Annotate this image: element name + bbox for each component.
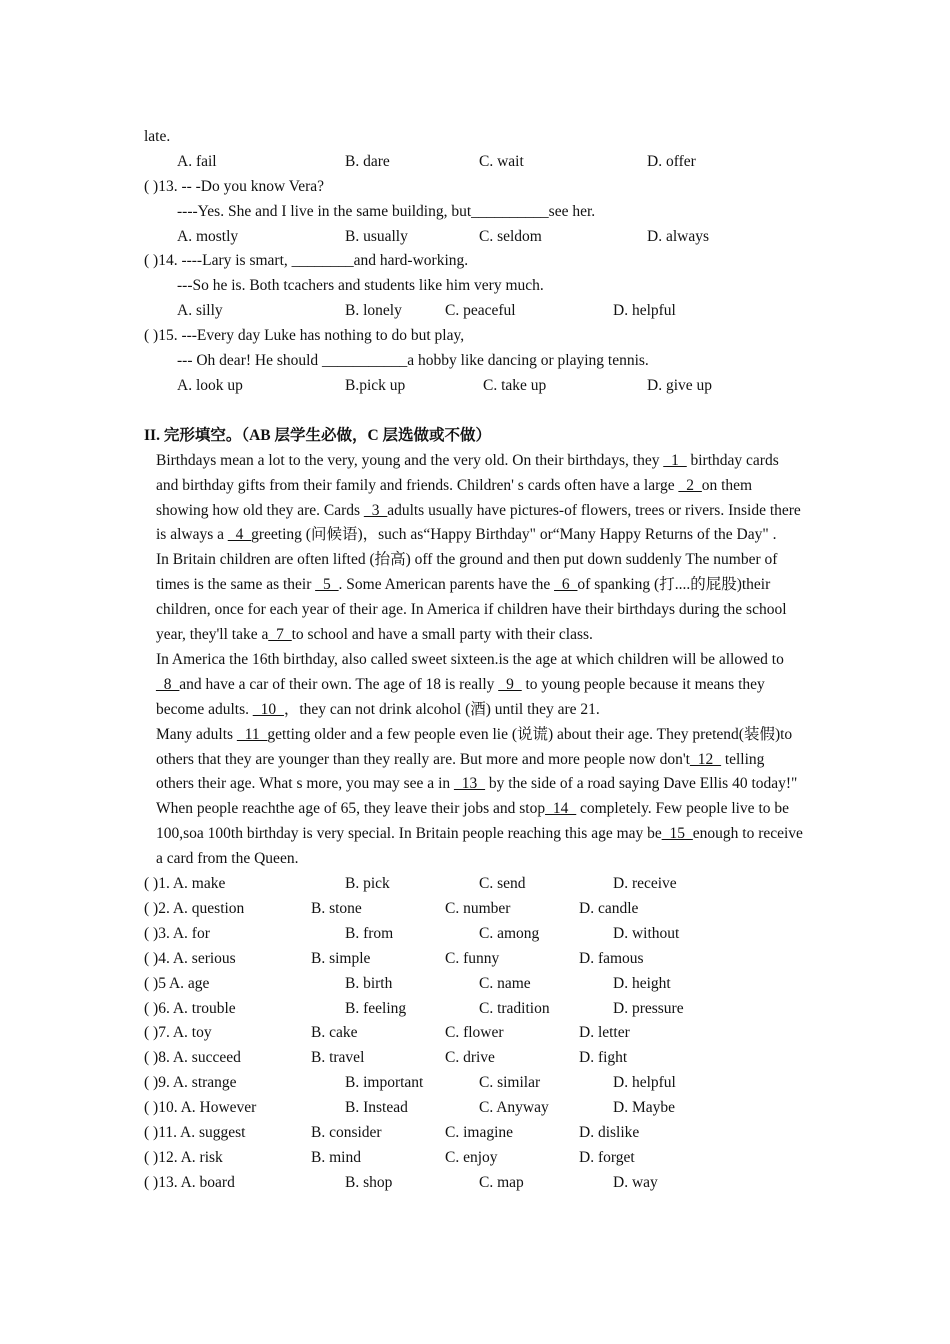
option-c: C. map	[479, 1173, 524, 1191]
option-c: C. imagine	[445, 1124, 514, 1141]
blank-2: _2_	[678, 476, 702, 494]
option-row-2	[144, 897, 804, 922]
passage-text: adults usually have pictures-of flowers, trees or rivers. Inside there is always a	[156, 501, 801, 544]
q15-option-d: D. give up	[647, 376, 713, 394]
option-c: C. number	[445, 899, 511, 917]
q14-stem: ( )14. ----Lary is smart, ________and hard-working.	[144, 252, 469, 270]
passage-text: and have a car of their own. The age of 18 is really	[179, 675, 499, 693]
q13-options	[144, 225, 804, 250]
cloze-options-list	[144, 872, 804, 1196]
passage-text: on them showing how old they are. Cards	[156, 476, 753, 519]
q13-response: ----Yes. She and I live in the same building, but__________see her.	[177, 202, 596, 220]
q14-option-b: B. lonely	[345, 302, 402, 320]
blank-11: _11_	[236, 725, 268, 743]
q13-stem: ( )13. -- -Do you know Vera?	[144, 177, 325, 195]
option-a: ( )2. A. question	[144, 899, 245, 917]
option-row-11	[144, 1121, 804, 1146]
option-a: ( )12. A. risk	[144, 1148, 223, 1166]
option-c: C. Anyway	[479, 1099, 549, 1117]
option-b: B. simple	[311, 949, 371, 967]
option-row-4	[144, 947, 804, 972]
option-row-7	[144, 1021, 804, 1046]
option-row-8	[144, 1046, 804, 1071]
q15-response: --- Oh dear! He should ___________a hobby like dancing or playing tennis.	[177, 352, 649, 370]
passage-text: greeting (问候语)，such as“Happy Birthday" or“Many Happy Returns of the Day" .	[251, 526, 777, 544]
option-c: C. name	[479, 974, 531, 992]
option-b: B. Instead	[345, 1099, 408, 1117]
option-row-5	[144, 972, 804, 997]
paragraph-3	[144, 648, 804, 723]
passage-text: by the side of a road saying Dave Ellis 40 today!" When people reachthe age of 65, they leave their jobs and stop	[156, 775, 798, 818]
passage-text: In Britain children are often lifted (抬高) off the ground and then put down suddenly The number of times is the same as their	[156, 551, 778, 594]
option-row-6	[144, 997, 804, 1022]
option-b: B. shop	[345, 1173, 393, 1191]
passage-text: Many adults	[156, 725, 237, 743]
option-row-3	[144, 922, 804, 947]
option-a: ( )3. A. for	[144, 924, 210, 942]
option-a: ( )6. A. trouble	[144, 999, 236, 1017]
option-b: B. important	[345, 1074, 424, 1092]
q13-option-c: C. seldom	[479, 227, 542, 245]
option-a: ( )1. A. make	[144, 875, 226, 893]
q12-option-d: D. offer	[647, 152, 696, 170]
option-d: D. candle	[579, 899, 639, 917]
blank-12: _12_	[689, 750, 721, 768]
option-d: D. famous	[579, 949, 644, 967]
worksheet-page	[144, 125, 804, 1196]
paragraph-2	[144, 548, 804, 648]
option-d: D. helpful	[613, 1074, 676, 1092]
passage-text: telling others their age. What s more, you may see a in	[156, 750, 765, 793]
option-c: C. enjoy	[445, 1148, 498, 1166]
q12-option-b: B. dare	[345, 152, 390, 170]
option-d: D. receive	[613, 875, 677, 893]
q15-option-b: B.pick up	[345, 376, 406, 394]
option-d: D. way	[613, 1173, 658, 1191]
option-c: C. among	[479, 924, 540, 942]
blank-9: _9_	[498, 675, 522, 693]
blank-5: _5_	[315, 576, 339, 594]
option-d: D. forget	[579, 1148, 635, 1166]
passage-text: Birthdays mean a lot to the very, young and the very old. On their birthdays, they	[156, 451, 664, 469]
option-b: B. pick	[345, 875, 390, 893]
q13-option-a: A. mostly	[177, 227, 239, 245]
q12-options	[144, 150, 804, 175]
option-d: D. without	[613, 924, 680, 942]
option-d: D. dislike	[579, 1124, 640, 1141]
blank-1: _1_	[663, 451, 687, 469]
cloze-passage	[144, 449, 804, 872]
option-c: C. flower	[445, 1024, 504, 1042]
option-a: ( )11. A. suggest	[144, 1124, 246, 1141]
option-c: C. funny	[445, 949, 500, 967]
q15-stem: ( )15. ---Every day Luke has nothing to do but play,	[144, 327, 465, 345]
blank-7: _7_	[268, 626, 292, 644]
option-a: ( )5 A. age	[144, 974, 210, 992]
q14-options	[144, 299, 804, 324]
option-b: B. birth	[345, 974, 393, 992]
blank-6: _6_	[554, 576, 578, 594]
section-heading: II. 完形填空。（AB 层学生必做，C 层选做或不做）	[144, 426, 492, 444]
option-c: C. tradition	[479, 999, 550, 1017]
option-row-9	[144, 1071, 804, 1096]
option-c: C. drive	[445, 1049, 495, 1067]
option-a: ( )7. A. toy	[144, 1024, 212, 1042]
passage-text: completely. Few people live to be 100,soa 100th birthday is very special. In Britain people reaching this age may be	[156, 800, 789, 843]
option-b: B. from	[345, 924, 394, 942]
q13-option-b: B. usually	[345, 227, 408, 245]
q15-option-a: A. look up	[177, 376, 243, 394]
q12-stem-end	[144, 125, 804, 150]
passage-text: enough to receive a card from the Queen.	[156, 825, 803, 868]
option-row-1	[144, 872, 804, 897]
option-a: ( )10. A. However	[144, 1099, 257, 1117]
q15-option-c: C. take up	[483, 376, 547, 394]
blank-3: _3_	[363, 501, 388, 519]
passage-text: birthday cards and birthday gifts from their family and friends. Children' s cards often have a large	[156, 451, 779, 494]
paragraph-1	[144, 449, 804, 549]
option-a: ( )4. A. serious	[144, 949, 236, 967]
option-row-12	[144, 1146, 804, 1171]
q12-option-c: C. wait	[479, 152, 524, 170]
section-gap	[144, 399, 804, 424]
option-row-13	[144, 1171, 804, 1196]
blank-8: _8_	[156, 675, 180, 693]
option-d: D. fight	[579, 1049, 628, 1067]
q14-option-a: A. silly	[177, 302, 223, 320]
option-b: B. travel	[311, 1049, 365, 1067]
passage-text: to young people because it means they become adults.	[156, 675, 765, 718]
option-d: D. Maybe	[613, 1099, 675, 1117]
q12-option-a: A. fail	[177, 152, 217, 170]
passage-text: In America the 16th birthday, also called sweet sixteen.is the age at which children will be allowed to	[156, 650, 784, 668]
passage-text: getting older and a few people even lie (说谎) about their age. They pretend(装假)to others that they are younger than they really are. But more and more people now don't	[156, 725, 793, 768]
paragraph-4	[144, 723, 804, 872]
option-d: D. height	[613, 974, 671, 992]
q14-option-d: D. helpful	[613, 302, 676, 320]
option-c: C. send	[479, 875, 526, 893]
option-row-10	[144, 1096, 804, 1121]
option-d: D. letter	[579, 1024, 630, 1042]
passage-text: ，they can not drink alcohol (酒) until they are 21.	[283, 700, 600, 718]
q14-option-c: C. peaceful	[445, 302, 516, 320]
option-b: B. stone	[311, 899, 362, 917]
blank-4: _4_	[227, 526, 252, 544]
blank-14: _14_	[545, 800, 577, 818]
option-a: ( )9. A. strange	[144, 1074, 237, 1092]
option-b: B. feeling	[345, 999, 407, 1017]
passage-text: . Some American parents have the	[338, 576, 555, 594]
q13-option-d: D. always	[647, 227, 709, 245]
option-b: B. mind	[311, 1148, 361, 1166]
option-a: ( )8. A. succeed	[144, 1049, 241, 1067]
option-b: B. cake	[311, 1024, 358, 1042]
option-a: ( )13. A. board	[144, 1173, 235, 1191]
blank-10: _10_	[252, 700, 284, 718]
option-c: C. similar	[479, 1074, 541, 1092]
q15-options	[144, 374, 804, 399]
passage-text: to school and have a small party with their class.	[291, 626, 593, 644]
blank-13: _13_	[454, 775, 485, 793]
q12-text: late.	[144, 128, 171, 145]
passage-text: of spanking (打....的屁股)their children, once for each year of their age. In America if children have their birthdays during the school year, they'll take a	[156, 576, 787, 644]
option-d: D. pressure	[613, 999, 684, 1017]
blank-15: _15_	[661, 825, 693, 843]
q14-response: ---So he is. Both tcachers and students like him very much.	[177, 277, 544, 295]
option-b: B. consider	[311, 1124, 382, 1141]
